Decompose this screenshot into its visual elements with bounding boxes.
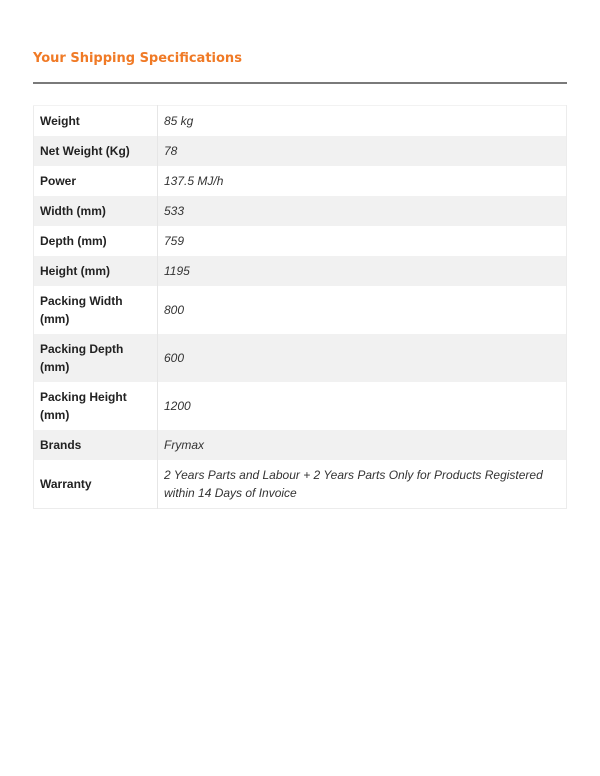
- table-row: [34, 382, 567, 430]
- table-row: [34, 430, 567, 460]
- table-row: [34, 226, 567, 256]
- table-row: [34, 196, 567, 226]
- spec-label: Height (mm): [34, 256, 158, 286]
- table-row: [34, 106, 567, 137]
- spec-label: Power: [34, 166, 158, 196]
- spec-label: Warranty: [34, 460, 158, 509]
- spec-label: Net Weight (Kg): [34, 136, 158, 166]
- table-row: [34, 286, 567, 334]
- spec-value: 2 Years Parts and Labour + 2 Years Parts Only for Products Registered within 14 Days of Invoice: [158, 460, 567, 509]
- spec-value: 1195: [158, 256, 567, 286]
- spec-value: 759: [158, 226, 567, 256]
- title-divider: [33, 82, 567, 84]
- spec-value: 1200: [158, 382, 567, 430]
- spec-value: 533: [158, 196, 567, 226]
- spec-label: Weight: [34, 106, 158, 137]
- spec-label: Packing Height (mm): [34, 382, 158, 430]
- table-row: [34, 136, 567, 166]
- spec-value: 85 kg: [158, 106, 567, 137]
- spec-label: Packing Width (mm): [34, 286, 158, 334]
- table-row: [34, 460, 567, 509]
- spec-value: 800: [158, 286, 567, 334]
- table-row: [34, 256, 567, 286]
- spec-label: Width (mm): [34, 196, 158, 226]
- spec-label: Packing Depth (mm): [34, 334, 158, 382]
- spec-value: 137.5 MJ/h: [158, 166, 567, 196]
- spec-value: 600: [158, 334, 567, 382]
- table-row: [34, 166, 567, 196]
- shipping-specs-table: [33, 105, 567, 509]
- spec-value: Frymax: [158, 430, 567, 460]
- page-title: Your Shipping Specifications: [33, 51, 242, 66]
- spec-label: Depth (mm): [34, 226, 158, 256]
- spec-value: 78: [158, 136, 567, 166]
- table-row: [34, 334, 567, 382]
- spec-label: Brands: [34, 430, 158, 460]
